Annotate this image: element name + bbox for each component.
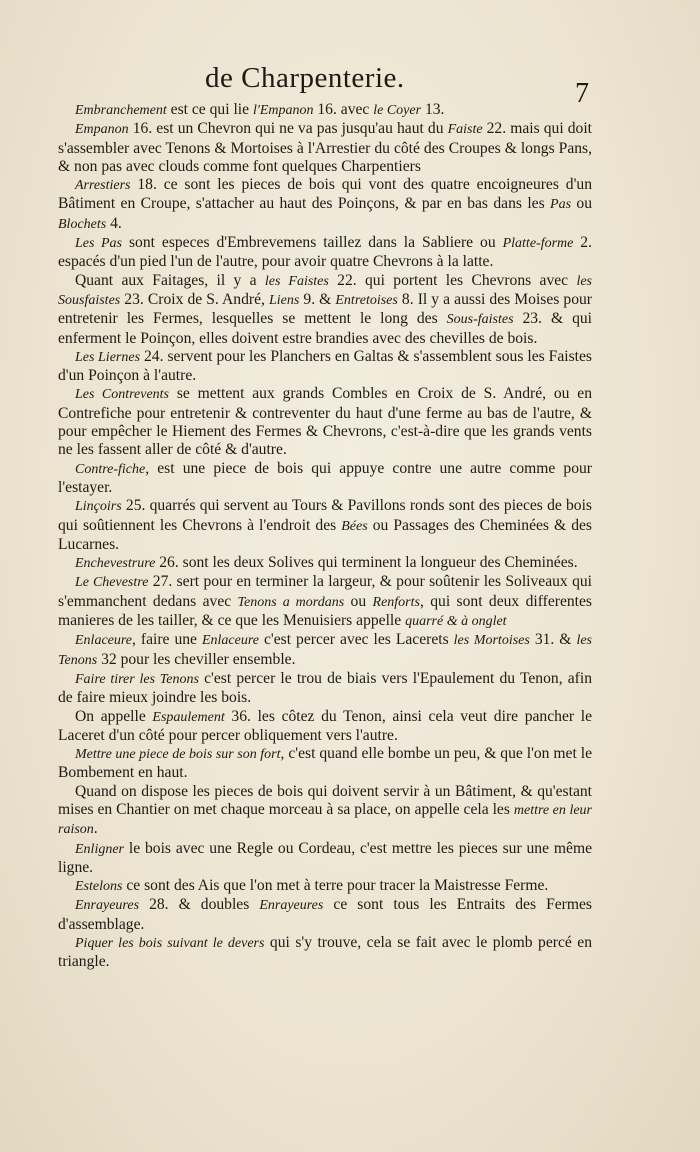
page-number: 7 (575, 78, 589, 109)
paragraph-contrevents: Les Contrevents se mettent aux grands Combles en Croix de S. André, ou en Contrefiche pour entretenir & contreventer du haut d'une ferme au bas de l'autre, & pour empêcher le Hiement des Fermes & Chevrons, c'est-à-dire que les grands vents ne les fassent aller de côté & d'autre. (58, 385, 592, 459)
paragraph-faire-tirer: Faire tirer les Tenons c'est percer le trou de biais vers l'Epaulement du Tenon, afin de faire mieux joindre les bois. (58, 669, 592, 707)
body-text (58, 101, 592, 972)
paragraph-lincoirs: Linçoirs 25. quarrés qui servent au Tours & Pavillons ronds sont des pieces de bois qui soûtiennent les Chevrons à l'endroit des Bées ou Passages des Cheminées & des Lucarnes. (58, 497, 592, 553)
paragraph-arrestiers: Arrestiers 18. ce sont les pieces de bois qui vont des quatre encoigneures d'un Bâtiment en Croupe, s'attacher au haut des Poinçons, & par en bas dans les Pas ou Blochets 4. (58, 176, 592, 232)
paragraph-les-pas: Les Pas sont especes d'Embrevemens taillez dans la Sabliere ou Platte-forme 2. espacés d'un pied l'un de l'autre, pour avoir quatre Chevrons à la latte. (58, 234, 593, 271)
paragraph-mettre-en-raison: Quand on dispose les pieces de bois qui doivent servir à un Bâtiment, & qu'estant mises en Chantier on met chaque morceau à sa place, on appelle cela les mettre en leur raison. (58, 782, 593, 838)
paragraph-liernes: Les Liernes 24. servent pour les Planchers en Galtas & s'assemblent sous les Faistes d'un Poinçon à l'autre. (58, 347, 592, 385)
running-title: de Charpenterie. (205, 62, 405, 94)
paragraph-contre-fiche: Contre-fiche, est une piece de bois qui appuye contre une autre comme pour l'estayer. (58, 459, 592, 496)
paragraph-piquer: Piquer les bois suivant le devers qui s'y trouve, cela se fait avec le plomb percé en triangle. (58, 934, 592, 971)
paragraph-embranchement: Embranchement est ce qui lie l'Empanon 16. avec le Coyer 13. (75, 101, 445, 118)
paragraph-enchevestrure: Enchevestrure 26. sont les deux Solives qui terminent la longueur des Cheminées. (75, 554, 578, 572)
paragraph-estelons: Estelons ce sont des Ais que l'on met à terre pour tracer la Maistresse Ferme. (75, 877, 549, 895)
paragraph-sur-son-fort: Mettre une piece de bois sur son fort, c'est quand elle bombe un peu, & que l'on met le Bombement en haut. (58, 745, 593, 782)
paragraph-enligner: Enligner le bois avec une Regle ou Cordeau, c'est mettre les pieces sur une même ligne. (58, 839, 592, 876)
paragraph-faitages: Quant aux Faitages, il y a les Faistes 22. qui portent les Chevrons avec les Sousfaistes 23. Croix de S. André, Liens 9. & Entretoises 8. Il y a aussi des Moises pour entretenir les Fermes, lesquelles se mettent le long des Sous-faistes 23. & qui enferment le Poinçon, elles doivent estre brandies avec des chevilles de bois. (58, 271, 593, 347)
paragraph-empanon: Empanon 16. est un Chevron qui ne va pas jusqu'au haut du Faiste 22. mais qui doit s'assembler avec Tenons & Mortoises à l'Arrestier du côté des Croupes & longs Pans, & non pas avec clouds comme font quelques Charpentiers (58, 120, 592, 175)
paragraph-enlaceure: Enlaceure, faire une Enlaceure c'est percer avec les Lacerets les Mortoises 31. & les Tenons 32 pour les cheviller ensemble. (58, 631, 592, 668)
paragraph-espaulement: On appelle Espaulement 36. les côtez du Tenon, ainsi cela veut dire pancher le Laceret d'un côté pour percer obliquement vers l'autre. (58, 707, 592, 744)
paragraph-chevestre: Le Chevestre 27. sert pour en terminer la largeur, & pour soûtenir les Soliveaux qui s'emmanchent dedans avec Tenons a mordans ou Renforts, qui sont deux differentes manieres de les tailler, & ce que les Menuisiers appelle quarré & à onglet (58, 573, 592, 630)
page-header (0, 62, 700, 109)
paragraph-enrayeures: Enrayeures 28. & doubles Enrayeures ce sont tous les Entraits des Fermes d'assemblage. (58, 896, 592, 933)
